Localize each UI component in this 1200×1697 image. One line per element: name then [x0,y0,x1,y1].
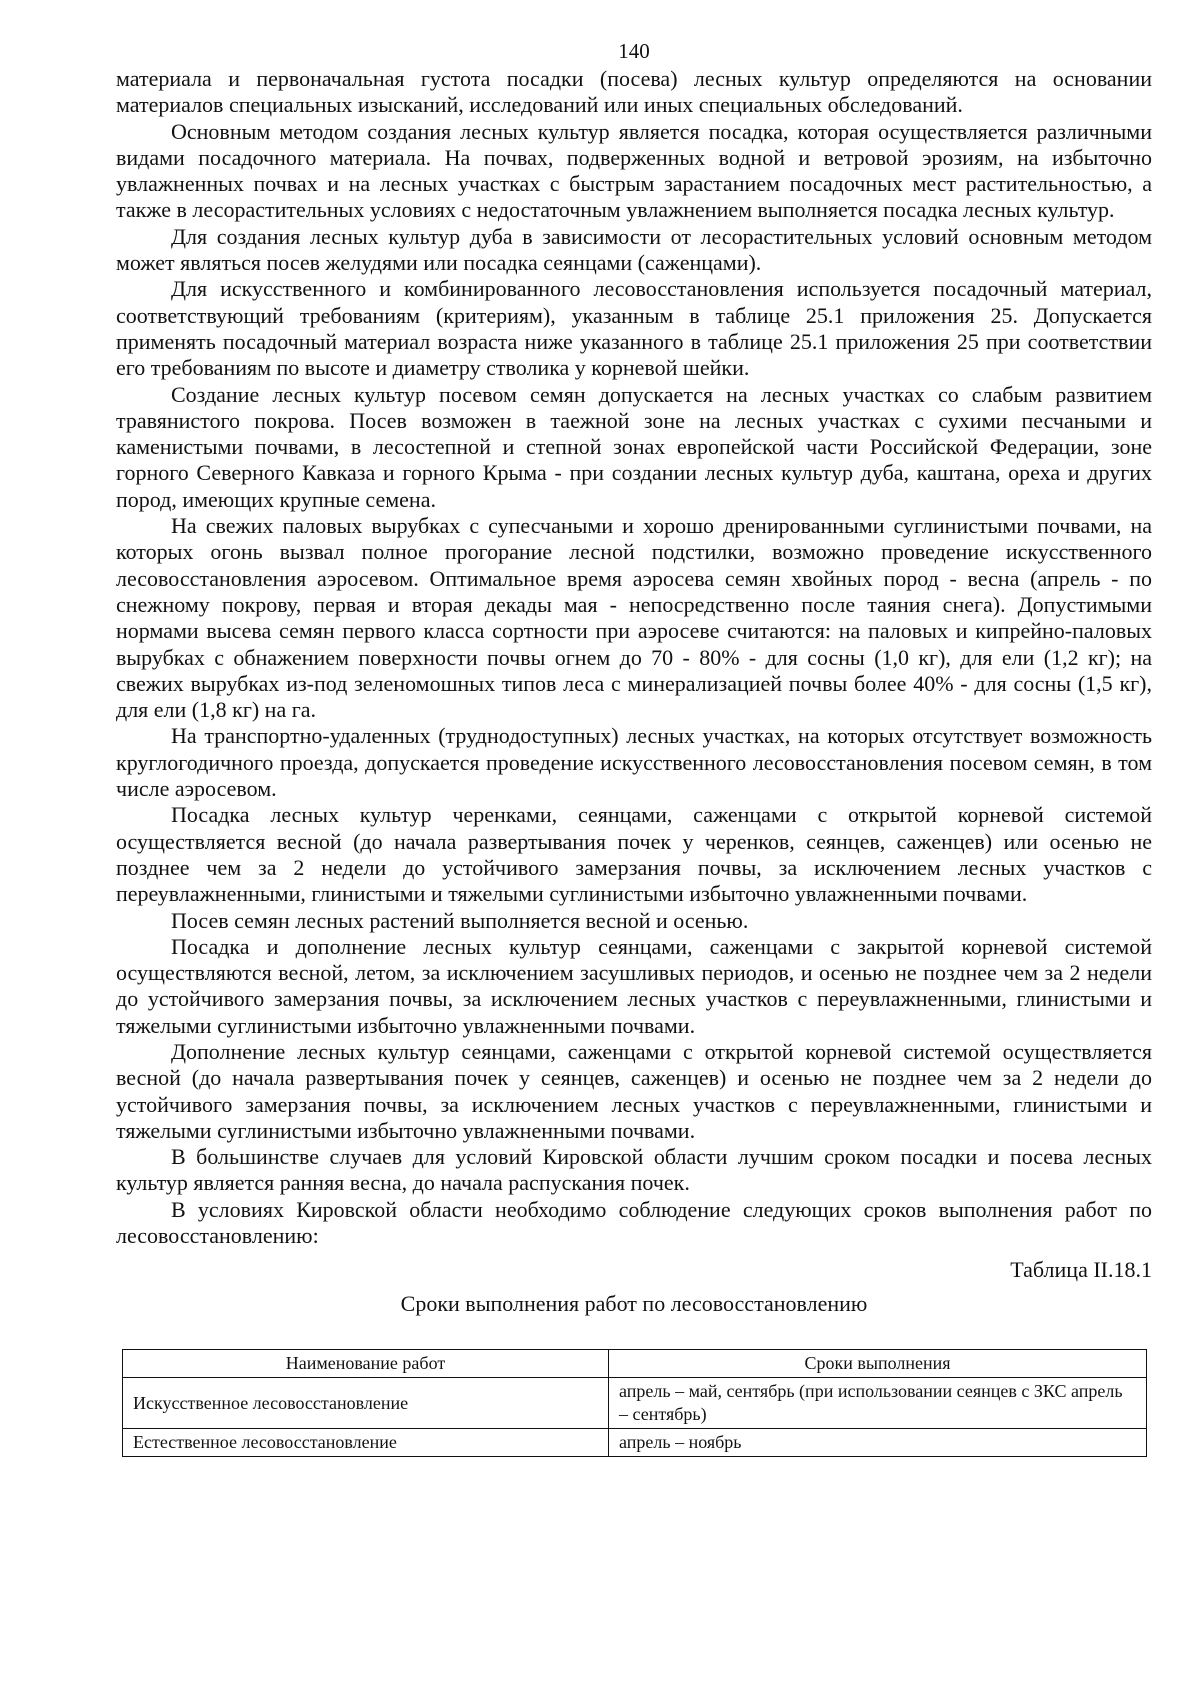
paragraph-2: Основным методом создания лесных культур является посадка, которая осуществляется различными видами посадочного материала. На почвах, подверженных водной и ветровой эрозиям, на избыточно увлажненных почвах и на лесных участках с быстрым зарастанием посадочных мест растительностью, а также в лесорастительных условиях с недостаточным увлажнением выполняется посадка лесных культур. [116,118,1152,223]
paragraph-13: В условиях Кировской области необходимо соблюдение следующих сроков выполнения работ по лесовосстановлению: [116,1196,1152,1249]
paragraph-12: В большинстве случаев для условий Кировской области лучшим сроком посадки и посева лесных культур является ранняя весна, до начала распускания почек. [116,1144,1152,1196]
paragraph-4: Для искусственного и комбинированного лесовосстановления используется посадочный материал, соответствующий требованиям (критериям), указанным в таблице 25.1 приложения 25. Допускается применять посадочный материал возраста ниже указанного в таблице 25.1 приложения 25 при соответствии его требованиям по высоте и диаметру стволика у корневой шейки. [116,276,1152,381]
table-row [123,1378,1147,1429]
table-label: Таблица II.18.1 [1010,1257,1152,1283]
header-work-name: Наименование работ [123,1350,609,1378]
paragraph-5: Создание лесных культур посевом семян допускается на лесных участках со слабым развитием травянистого покрова. Посев возможен в таежной зоне на лесных участках с сухими песчаными и каменистыми почвами, в лесостепной и степной зонах европейской части Российской Федерации, зоне горного Северного Кавказа и горного Крыма - при создании лесных культур дуба, каштана, ореха и других пород, имеющих крупные семена. [116,381,1152,512]
paragraph-8: Посадка лесных культур черенками, сеянцами, саженцами с открытой корневой системой осуществляется весной (до начала развертывания почек у черенков, сеянцев, саженцев) или осенью не позднее чем за 2 недели до устойчивого замерзания почвы, за исключением лесных участков с переувлажненными, глинистыми и тяжелыми суглинистыми избыточно увлажненными почвами. [116,802,1152,907]
paragraph-7: На транспортно-удаленных (труднодоступных) лесных участках, на которых отсутствует возможность круглогодичного проезда, допускается проведение искусственного лесовосстановления посевом семян, в том числе аэросевом. [116,723,1152,802]
page-number: 140 [618,39,650,63]
table-row [123,1429,1147,1457]
cell-deadline: апрель – май, сентябрь (при использовании сеянцев с ЗКС апрель – сентябрь) [609,1378,1147,1429]
paragraph-1: материала и первоначальная густота посадки (посева) лесных культур определяются на основании материалов специальных изысканий, исследований или иных специальных обследований. [116,66,1152,118]
document-page [116,38,1152,1457]
cell-work-name: Естественное лесовосстановление [123,1429,609,1457]
cell-work-name: Искусственное лесовосстановление [123,1378,609,1429]
paragraph-3: Для создания лесных культур дуба в зависимости от лесорастительных условий основным методом может являться посев желудями или посадка сеянцами (саженцами). [116,223,1152,276]
table-title: Сроки выполнения работ по лесовосстановлению [400,1291,868,1317]
cell-deadline: апрель – ноябрь [609,1429,1147,1457]
header-deadlines: Сроки выполнения [609,1350,1147,1378]
paragraph-10: Посадка и дополнение лесных культур сеянцами, саженцами с закрытой корневой системой осуществляются весной, летом, за исключением засушливых периодов, и осенью не позднее чем за 2 недели до устойчивого замерзания почвы, за исключением лесных участков с переувлажненными, глинистыми и тяжелыми суглинистыми избыточно увлажненными почвами. [116,933,1152,1038]
table-header-row [123,1350,1147,1378]
paragraph-9: Посев семян лесных растений выполняется весной и осенью. [171,907,749,933]
schedule-table [122,1349,1147,1457]
paragraph-11: Дополнение лесных культур сеянцами, саженцами с открытой корневой системой осуществляется весной (до начала развертывания почек у сеянцев, саженцев) и осенью не позднее чем за 2 недели до устойчивого замерзания почвы, за исключением лесных участков с переувлажненными, глинистыми и тяжелыми суглинистыми избыточно увлажненными почвами. [116,1038,1152,1143]
paragraph-6: На свежих паловых вырубках с супесчаными и хорошо дренированными суглинистыми почвами, на которых огонь вызвал полное прогорание лесной подстилки, возможно проведение искусственного лесовосстановления аэросевом. Оптимальное время аэросева семян хвойных пород - весна (апрель - по снежному покрову, первая и вторая декады мая - непосредственно после таяния снега). Допустимыми нормами высева семян первого класса сортности при аэросеве считаются: на паловых и кипрейно-паловых вырубках с обнажением поверхности почвы огнем до 70 - 80% - для сосны (1,0 кг), для ели (1,2 кг); на свежих вырубках из-под зеленомошных типов леса с минерализацией почвы более 40% - для сосны (1,5 кг), для ели (1,8 кг) на га. [116,513,1152,723]
body-text [116,66,1152,1249]
